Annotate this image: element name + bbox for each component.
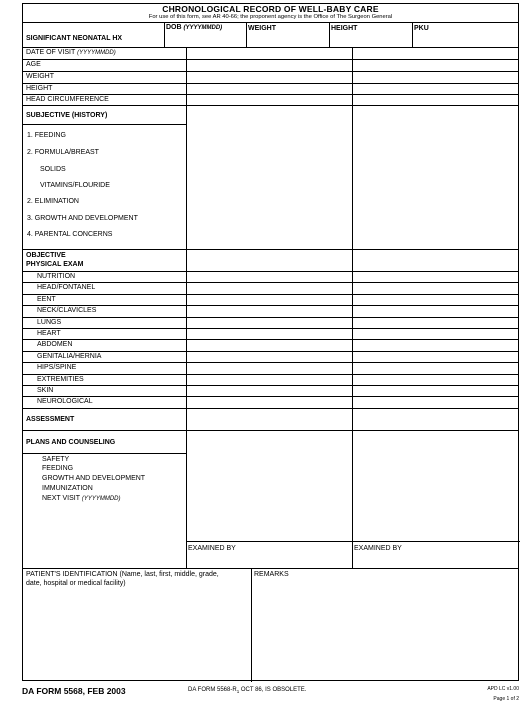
parental-concerns-label: 4. PARENTAL CONCERNS bbox=[27, 231, 113, 238]
rule bbox=[23, 271, 518, 272]
rule bbox=[186, 541, 520, 542]
rule bbox=[23, 282, 518, 283]
height-row-label: HEIGHT bbox=[26, 85, 53, 92]
rule bbox=[23, 430, 518, 431]
rule bbox=[246, 22, 247, 47]
column-divider bbox=[352, 47, 353, 568]
growth-plan-label: GROWTH AND DEVELOPMENT bbox=[42, 475, 146, 482]
height-label: HEIGHT bbox=[331, 25, 358, 32]
version-label: APD LC v1.00 bbox=[487, 686, 519, 692]
age-label: AGE bbox=[26, 61, 41, 68]
rule bbox=[23, 385, 518, 386]
growth-development-label: 3. GROWTH AND DEVELOPMENT bbox=[27, 215, 138, 222]
rule bbox=[23, 71, 518, 72]
patient-id-line-1: PATIENT'S IDENTIFICATION (Name, last, first, middle, grade, bbox=[26, 571, 219, 578]
rule bbox=[23, 94, 518, 95]
solids-label: SOLIDS bbox=[40, 166, 66, 173]
rule bbox=[23, 328, 518, 329]
neonatal-hx-label: SIGNIFICANT NEONATAL HX bbox=[26, 35, 123, 42]
exam-item-label: SKIN bbox=[37, 387, 54, 394]
exam-item-label: HEART bbox=[37, 330, 61, 337]
rule bbox=[23, 305, 518, 306]
exam-item-label: EXTREMITIES bbox=[37, 375, 84, 383]
feeding-plan-label: FEEDING bbox=[42, 465, 74, 472]
next-visit-label: NEXT VISIT (YYYYMMDD) bbox=[42, 495, 121, 502]
form-subtitle: For use of this form, see AR 40-66; the proponent agency is the Office of The Surgeon General bbox=[148, 14, 393, 20]
rule bbox=[23, 339, 518, 340]
immunization-label: IMMUNIZATION bbox=[42, 485, 93, 492]
rule bbox=[23, 59, 518, 60]
rule bbox=[23, 317, 518, 318]
rule bbox=[23, 294, 518, 295]
formula-breast-label: 2. FORMULA/BREAST bbox=[27, 149, 99, 156]
exam-item-label: HEAD/FONTANEL bbox=[37, 284, 96, 292]
examined-by-label-2: EXAMINED BY bbox=[354, 545, 402, 552]
rule bbox=[23, 568, 518, 569]
rule bbox=[23, 124, 187, 125]
rule bbox=[23, 105, 518, 106]
date-of-visit-label: DATE OF VISIT (YYYYMMDD) bbox=[26, 49, 116, 56]
exam-item-label: HIPS/SPINE bbox=[37, 364, 77, 372]
column-divider bbox=[251, 568, 252, 682]
exam-item-label: EENT bbox=[37, 295, 56, 303]
rule bbox=[164, 22, 165, 47]
rule bbox=[412, 22, 413, 47]
safety-label: SAFETY bbox=[42, 456, 70, 463]
exam-item-label: NUTRITION bbox=[37, 273, 76, 280]
weight-label: WEIGHT bbox=[248, 25, 276, 32]
patient-id-line-2: date, hospital or medical facility) bbox=[26, 580, 126, 587]
rule bbox=[23, 22, 518, 23]
feeding-label: 1. FEEDING bbox=[27, 132, 66, 139]
rule bbox=[23, 374, 518, 375]
exam-item-label: ABDOMEN bbox=[37, 341, 73, 349]
dob-label: DOB (YYYYMMDD) bbox=[166, 24, 223, 31]
form-number: DA FORM 5568, FEB 2003 bbox=[22, 686, 126, 696]
physical-exam-heading: PHYSICAL EXAM bbox=[26, 261, 84, 268]
page-number: Page 1 of 2 bbox=[493, 696, 519, 702]
remarks-label: REMARKS bbox=[254, 571, 289, 578]
exam-item-label: NECK/CLAVICLES bbox=[37, 307, 97, 315]
well-baby-care-form bbox=[22, 3, 519, 681]
rule bbox=[23, 83, 518, 84]
subjective-heading: SUBJECTIVE (HISTORY) bbox=[26, 112, 108, 119]
rule bbox=[329, 22, 330, 47]
assessment-heading: ASSESSMENT bbox=[26, 416, 75, 423]
elimination-label: 2. ELIMINATION bbox=[27, 198, 79, 205]
examined-by-label-1: EXAMINED BY bbox=[188, 545, 236, 552]
vitamins-label: VITAMINS/FLOURIDE bbox=[40, 182, 110, 189]
plans-heading: PLANS AND COUNSELING bbox=[26, 439, 116, 446]
rule bbox=[23, 47, 518, 48]
weight-row-label: WEIGHT bbox=[26, 73, 54, 80]
rule bbox=[23, 408, 518, 409]
rule bbox=[23, 362, 518, 363]
rule bbox=[23, 396, 518, 397]
exam-item-label: NEUROLOGICAL bbox=[37, 398, 93, 406]
column-divider bbox=[186, 47, 187, 568]
form-title: CHRONOLOGICAL RECORD OF WELL-BABY CARE bbox=[162, 4, 379, 14]
rule bbox=[23, 453, 187, 454]
objective-heading: OBJECTIVE bbox=[26, 252, 66, 259]
rule bbox=[23, 351, 518, 352]
pku-label: PKU bbox=[414, 25, 429, 32]
exam-item-label: LUNGS bbox=[37, 318, 62, 326]
head-circumference-label: HEAD CIRCUMFERENCE bbox=[26, 96, 109, 103]
obsolete-note: DA FORM $5568-R_1$ OCT 86, IS OBSOLETE. bbox=[188, 687, 307, 695]
rule bbox=[23, 249, 518, 250]
exam-item-label: GENITALIA/HERNIA bbox=[37, 352, 102, 360]
